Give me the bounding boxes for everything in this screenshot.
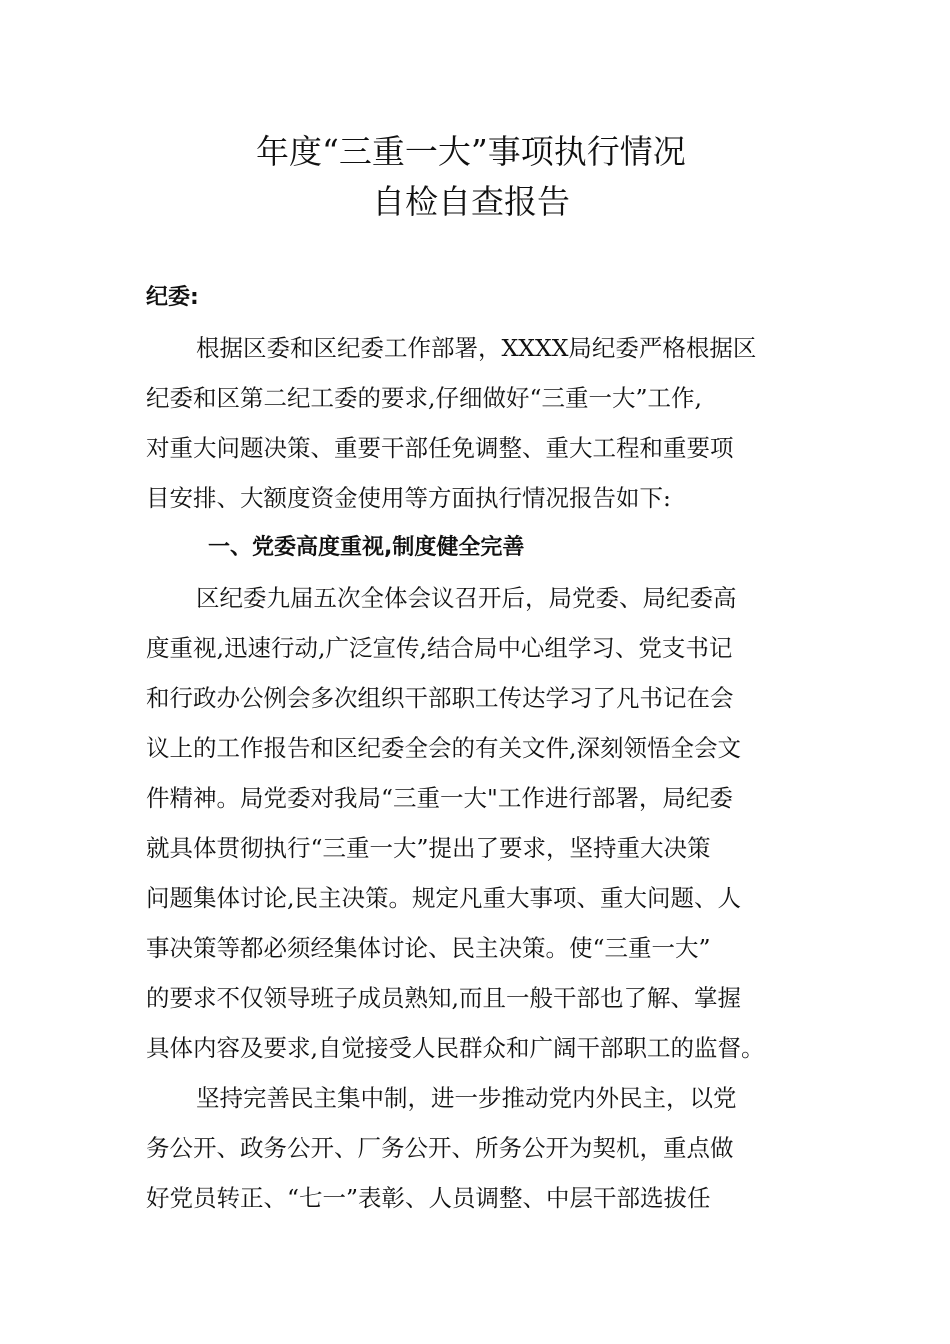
document-title-line-1: 年度“三重一大”事项执行情况 (256, 132, 686, 171)
paragraph-line: 就具体贯彻执行“三重一大”提出了要求，坚持重大决策 (146, 834, 711, 862)
paragraph-line: 事决策等都必须经集体讨论、民主决策。使“三重一大” (146, 934, 711, 962)
salutation: 纪委: (146, 285, 199, 310)
section-heading: 一、党委高度重视,制度健全完善 (208, 535, 525, 560)
paragraph-line: 纪委和区第二纪工委的要求,仔细做好“三重一大”工作, (146, 384, 702, 412)
paragraph-line: 的要求不仅领导班子成员熟知,而且一般干部也了解、掌握 (146, 984, 741, 1012)
document-title-line-2: 自检自查报告 (372, 182, 570, 221)
paragraph-line: 务公开、政务公开、厂务公开、所务公开为契机，重点做 (146, 1134, 734, 1162)
paragraph-line: 度重视,迅速行动,广泛宣传,结合局中心组学习、党支书记 (146, 634, 733, 662)
paragraph-line: 和行政办公例会多次组织干部职工传达学习了凡书记在会 (146, 684, 734, 712)
paragraph-line: 目安排、大额度资金使用等方面执行情况报告如下: (146, 484, 671, 512)
paragraph-line: 具体内容及要求,自觉接受人民群众和广阔干部职工的监督。 (146, 1034, 765, 1062)
paragraph-line: 议上的工作报告和区纪委全会的有关文件,深刻领悟全会文 (146, 734, 741, 762)
paragraph-line: 件精神。局党委对我局“三重一大"工作进行部署，局纪委 (146, 784, 733, 812)
paragraph-line: 好党员转正、“七一”表彰、人员调整、中层干部选拔任 (146, 1184, 711, 1212)
paragraph-line: 根据区委和区纪委工作部署，XXXX局纪委严格根据区 (196, 334, 757, 362)
paragraph-line: 区纪委九届五次全体会议召开后，局党委、局纪委高 (196, 584, 737, 612)
paragraph-line: 坚持完善民主集中制，进一步推动党内外民主，以党 (196, 1084, 737, 1112)
paragraph-line: 问题集体讨论,民主决策。规定凡重大事项、重大问题、人 (146, 884, 741, 912)
paragraph-line: 对重大问题决策、重要干部任免调整、重大工程和重要项 (146, 434, 734, 462)
